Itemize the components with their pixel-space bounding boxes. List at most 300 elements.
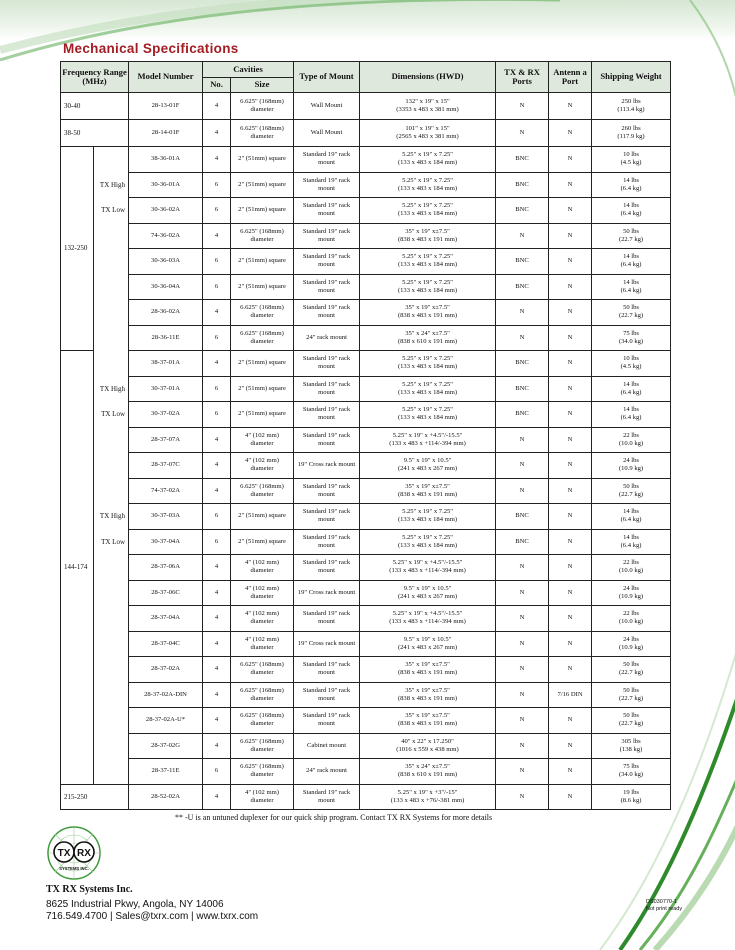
- model-number: 28-37-04C: [129, 631, 203, 657]
- txrx-ports: N: [496, 682, 549, 708]
- table-row: [61, 249, 671, 275]
- table-row: [61, 93, 671, 120]
- cavity-count: 4: [203, 223, 231, 249]
- txrx-ports: N: [496, 759, 549, 785]
- frequency-range: 144-174: [61, 351, 94, 785]
- cavity-count: 4: [203, 427, 231, 453]
- cavity-count: 4: [203, 784, 231, 810]
- shipping-weight: 50 lbs (22.7 kg): [592, 300, 671, 326]
- txrx-ports: N: [496, 453, 549, 479]
- company-logo: [46, 825, 102, 881]
- table-row: [61, 120, 671, 147]
- cavity-size: 2" (51mm) square: [231, 274, 294, 300]
- cavity-count: 4: [203, 631, 231, 657]
- dimensions: 5.25" x 19" x 7.25" (133 x 483 x 184 mm): [360, 274, 496, 300]
- mount-type: 19" Cross rack mount: [294, 631, 360, 657]
- txrx-ports: BNC: [496, 376, 549, 402]
- shipping-weight: 14 lbs (6.4 kg): [592, 198, 671, 224]
- antenna-port: N: [549, 147, 592, 173]
- mount-type: Standard 19" rack mount: [294, 223, 360, 249]
- table-row: [61, 784, 671, 810]
- dimensions: 5.25" x 19" x 7.25" (133 x 483 x 184 mm): [360, 529, 496, 555]
- antenna-port: N: [549, 453, 592, 479]
- shipping-weight: 14 lbs (6.4 kg): [592, 504, 671, 530]
- mount-type: 19" Cross rack mount: [294, 580, 360, 606]
- table-row: [61, 580, 671, 606]
- antenna-port: N: [549, 427, 592, 453]
- cavity-size: 4" (102 mm) diameter: [231, 606, 294, 632]
- tx-band-blank: [94, 708, 129, 734]
- antenna-port: N: [549, 529, 592, 555]
- antenna-port: N: [549, 223, 592, 249]
- mount-type: Standard 19" rack mount: [294, 274, 360, 300]
- dimensions: 35" x 19" x±7.5" (838 x 483 x 191 mm): [360, 300, 496, 326]
- cavity-count: 4: [203, 682, 231, 708]
- dimensions: 5.25" x 19" x 7.25" (133 x 483 x 184 mm): [360, 249, 496, 275]
- mount-type: Standard 19" rack mount: [294, 249, 360, 275]
- antenna-port: N: [549, 402, 592, 428]
- dimensions: 35" x 24" x±7.5" (838 x 610 x 191 mm): [360, 325, 496, 351]
- shipping-weight: 14 lbs (6.4 kg): [592, 172, 671, 198]
- shipping-weight: 14 lbs (6.4 kg): [592, 529, 671, 555]
- tx-band-blank: [94, 759, 129, 785]
- shipping-weight: 75 lbs (34.0 kg): [592, 325, 671, 351]
- shipping-weight: 14 lbs (6.4 kg): [592, 376, 671, 402]
- model-number: 28-37-02A: [129, 657, 203, 683]
- cavity-count: 4: [203, 351, 231, 377]
- mount-type: Standard 19" rack mount: [294, 478, 360, 504]
- table-row: [61, 198, 671, 224]
- table-row: [61, 657, 671, 683]
- shipping-weight: 50 lbs (22.7 kg): [592, 708, 671, 734]
- shipping-weight: 260 lbs (117.9 kg): [592, 120, 671, 147]
- document-number: DS030770-1 Not print ready: [646, 899, 683, 912]
- cavity-size: 6.625" (168mm) diameter: [231, 759, 294, 785]
- antenna-port: N: [549, 784, 592, 810]
- cavity-size: 2" (51mm) square: [231, 198, 294, 224]
- txrx-ports: N: [496, 708, 549, 734]
- mount-type: Standard 19" rack mount: [294, 198, 360, 224]
- frequency-range: 38-50: [61, 120, 129, 147]
- mount-type: Standard 19" rack mount: [294, 606, 360, 632]
- cavity-count: 4: [203, 93, 231, 120]
- tx-band-label: TX High: [94, 172, 129, 198]
- company-name: TX RX Systems Inc.: [46, 884, 133, 895]
- cavity-size: 2" (51mm) square: [231, 249, 294, 275]
- antenna-port: N: [549, 759, 592, 785]
- cavity-count: 4: [203, 580, 231, 606]
- shipping-weight: 75 lbs (34.0 kg): [592, 759, 671, 785]
- mount-type: Cabinet mount: [294, 733, 360, 759]
- txrx-ports: N: [496, 427, 549, 453]
- cavity-size: 2" (51mm) square: [231, 351, 294, 377]
- cavity-size: 6.625" (168mm) diameter: [231, 657, 294, 683]
- antenna-port: N: [549, 249, 592, 275]
- company-address: 8625 Industrial Pkwy, Angola, NY 14006: [46, 899, 224, 910]
- model-number: 28-36-02A: [129, 300, 203, 326]
- specifications-table: [60, 61, 671, 810]
- txrx-ports: N: [496, 631, 549, 657]
- shipping-weight: 22 lbs (10.0 kg): [592, 555, 671, 581]
- model-number: 28-37-02A-DIN: [129, 682, 203, 708]
- mount-type: Standard 19" rack mount: [294, 427, 360, 453]
- antenna-port: N: [549, 606, 592, 632]
- shipping-weight: 14 lbs (6.4 kg): [592, 249, 671, 275]
- model-number: 30-36-02A: [129, 198, 203, 224]
- table-row: [61, 478, 671, 504]
- shipping-weight: 24 lbs (10.9 kg): [592, 580, 671, 606]
- shipping-weight: 50 lbs (22.7 kg): [592, 478, 671, 504]
- cavity-count: 4: [203, 555, 231, 581]
- cavity-count: 4: [203, 733, 231, 759]
- mount-type: Standard 19" rack mount: [294, 708, 360, 734]
- shipping-weight: 14 lbs (6.4 kg): [592, 402, 671, 428]
- cavity-count: 4: [203, 453, 231, 479]
- txrx-ports: N: [496, 223, 549, 249]
- tx-band-blank: [94, 274, 129, 300]
- dimensions: 5.25" x 19" x +4.5"/-15.5" (133 x 483 x +114/-394 mm): [360, 427, 496, 453]
- mount-type: 24" rack mount: [294, 325, 360, 351]
- header-model: Model Number: [129, 62, 203, 93]
- cavity-count: 6: [203, 529, 231, 555]
- shipping-weight: 50 lbs (22.7 kg): [592, 223, 671, 249]
- model-number: 28-13-01F: [129, 93, 203, 120]
- tx-band-label: TX Low: [94, 402, 129, 428]
- cavity-size: 4" (102 mm) diameter: [231, 784, 294, 810]
- cavity-count: 6: [203, 198, 231, 224]
- txrx-ports: BNC: [496, 198, 549, 224]
- txrx-ports: BNC: [496, 402, 549, 428]
- shipping-weight: 50 lbs (22.7 kg): [592, 682, 671, 708]
- tx-band-blank: [94, 580, 129, 606]
- cavity-count: 4: [203, 478, 231, 504]
- txrx-ports: BNC: [496, 529, 549, 555]
- txrx-ports: N: [496, 733, 549, 759]
- section-title: Mechanical Specifications: [63, 41, 239, 56]
- antenna-port: N: [549, 478, 592, 504]
- header-cavity-number: No.: [203, 78, 231, 93]
- tx-band-blank: [94, 606, 129, 632]
- dimensions: 5.25" x 19" x 7.25" (133 x 483 x 184 mm): [360, 504, 496, 530]
- shipping-weight: 22 lbs (10.0 kg): [592, 427, 671, 453]
- mount-type: 24" rack mount: [294, 759, 360, 785]
- cavity-size: 4" (102 mm) diameter: [231, 453, 294, 479]
- cavity-count: 4: [203, 606, 231, 632]
- mount-type: Wall Mount: [294, 93, 360, 120]
- table-row: [61, 529, 671, 555]
- dimensions: 40" x 22" x 17.250" (1016 x 559 x 438 mm): [360, 733, 496, 759]
- shipping-weight: 19 lbs (8.6 kg): [592, 784, 671, 810]
- model-number: 30-37-03A: [129, 504, 203, 530]
- antenna-port: N: [549, 120, 592, 147]
- dimensions: 35" x 19" x±7.5" (838 x 483 x 191 mm): [360, 223, 496, 249]
- tx-band-blank: [94, 453, 129, 479]
- cavity-size: 4" (102 mm) diameter: [231, 631, 294, 657]
- tx-band-blank: [94, 682, 129, 708]
- cavity-size: 6.625" (168mm) diameter: [231, 682, 294, 708]
- svg-text:TX: TX: [57, 848, 71, 859]
- antenna-port: 7/16 DIN: [549, 682, 592, 708]
- cavity-size: 2" (51mm) square: [231, 376, 294, 402]
- cavity-size: 2" (51mm) square: [231, 529, 294, 555]
- cavity-size: 4" (102 mm) diameter: [231, 427, 294, 453]
- shipping-weight: 24 lbs (10.9 kg): [592, 631, 671, 657]
- mount-type: Standard 19" rack mount: [294, 682, 360, 708]
- dimensions: 9.5" x 19" x 10.5" (241 x 483 x 267 mm): [360, 580, 496, 606]
- dimensions: 5.25" x 19" x 7.25" (133 x 483 x 184 mm): [360, 402, 496, 428]
- txrx-ports: N: [496, 784, 549, 810]
- mount-type: Standard 19" rack mount: [294, 555, 360, 581]
- mount-type: Standard 19" rack mount: [294, 529, 360, 555]
- frequency-range: 30-40: [61, 93, 129, 120]
- model-number: 30-37-04A: [129, 529, 203, 555]
- model-number: 38-36-01A: [129, 147, 203, 173]
- header-cavities: Cavities: [203, 62, 294, 78]
- txrx-ports: N: [496, 555, 549, 581]
- tx-band-label: TX High: [94, 376, 129, 402]
- dimensions: 5.25" x 19" x 7.25" (133 x 483 x 184 mm): [360, 376, 496, 402]
- tx-band-blank: [94, 555, 129, 581]
- txrx-ports: N: [496, 606, 549, 632]
- antenna-port: N: [549, 708, 592, 734]
- mount-type: 19" Cross rack mount: [294, 453, 360, 479]
- cavity-size: 4" (102 mm) diameter: [231, 580, 294, 606]
- mount-type: Standard 19" rack mount: [294, 402, 360, 428]
- tx-band-blank: [94, 631, 129, 657]
- tx-band-blank: [94, 249, 129, 275]
- cavity-size: 2" (51mm) square: [231, 402, 294, 428]
- mount-type: Standard 19" rack mount: [294, 351, 360, 377]
- cavity-size: 6.625" (168mm) diameter: [231, 300, 294, 326]
- header-cavity-size: Size: [231, 78, 294, 93]
- table-row: [61, 147, 671, 173]
- table-row: [61, 427, 671, 453]
- table-row: [61, 376, 671, 402]
- cavity-count: 4: [203, 657, 231, 683]
- model-number: 30-36-04A: [129, 274, 203, 300]
- dimensions: 5.25" x 19" x 7.25" (133 x 483 x 184 mm): [360, 172, 496, 198]
- tx-band-blank: [94, 351, 129, 377]
- cavity-size: 6.625" (168mm) diameter: [231, 708, 294, 734]
- mount-type: Standard 19" rack mount: [294, 504, 360, 530]
- dimensions: 5.25" x 19" x +4.5"/-15.5" (133 x 483 x +114/-394 mm): [360, 555, 496, 581]
- mount-type: Standard 19" rack mount: [294, 172, 360, 198]
- txrx-ports: BNC: [496, 351, 549, 377]
- shipping-weight: 10 lbs (4.5 kg): [592, 351, 671, 377]
- model-number: 28-37-06C: [129, 580, 203, 606]
- antenna-port: N: [549, 325, 592, 351]
- model-number: 28-37-07C: [129, 453, 203, 479]
- cavity-count: 4: [203, 300, 231, 326]
- model-number: 28-37-11E: [129, 759, 203, 785]
- dimensions: 5.25" x 19" x +3"/-15" (133 x 483 x +76/-381 mm): [360, 784, 496, 810]
- txrx-ports: N: [496, 325, 549, 351]
- model-number: 38-37-01A: [129, 351, 203, 377]
- company-contact: 716.549.4700 | Sales@txrx.com | www.txrx.com: [46, 911, 259, 922]
- dimensions: 5.25" x 19" x 7.25" (133 x 483 x 184 mm): [360, 198, 496, 224]
- frequency-range: 215-250: [61, 784, 129, 810]
- cavity-count: 6: [203, 759, 231, 785]
- dimensions: 35" x 24" x±7.5" (838 x 610 x 191 mm): [360, 759, 496, 785]
- tx-band-blank: [94, 427, 129, 453]
- model-number: 28-37-04A: [129, 606, 203, 632]
- tx-band-label: TX High: [94, 504, 129, 530]
- txrx-ports: N: [496, 657, 549, 683]
- frequency-range: 132-250: [61, 147, 94, 351]
- antenna-port: N: [549, 172, 592, 198]
- model-number: 28-36-11E: [129, 325, 203, 351]
- model-number: 30-37-02A: [129, 402, 203, 428]
- dimensions: 5.25" x 19" x 7.25" (133 x 483 x 184 mm): [360, 351, 496, 377]
- table-row: [61, 453, 671, 479]
- cavity-count: 4: [203, 708, 231, 734]
- txrx-ports: BNC: [496, 172, 549, 198]
- header-antenna-port: Antenn a Port: [549, 62, 592, 93]
- table-row: [61, 606, 671, 632]
- mount-type: Standard 19" rack mount: [294, 300, 360, 326]
- header-txrx-ports: TX & RX Ports: [496, 62, 549, 93]
- table-row: [61, 504, 671, 530]
- table-row: [61, 555, 671, 581]
- header-band: [0, 0, 735, 40]
- model-number: 28-37-06A: [129, 555, 203, 581]
- txrx-ports: N: [496, 300, 549, 326]
- shipping-weight: 14 lbs (6.4 kg): [592, 274, 671, 300]
- cavity-count: 6: [203, 249, 231, 275]
- tx-band-blank: [94, 325, 129, 351]
- antenna-port: N: [549, 376, 592, 402]
- cavity-size: 6.625" (168mm) diameter: [231, 223, 294, 249]
- cavity-count: 6: [203, 274, 231, 300]
- cavity-size: 2" (51mm) square: [231, 147, 294, 173]
- antenna-port: N: [549, 504, 592, 530]
- txrx-ports: BNC: [496, 249, 549, 275]
- tx-band-blank: [94, 147, 129, 173]
- svg-text:RX: RX: [77, 848, 91, 859]
- tx-band-label: TX Low: [94, 529, 129, 555]
- tx-band-blank: [94, 300, 129, 326]
- dimensions: 35" x 19" x±7.5" (838 x 483 x 191 mm): [360, 708, 496, 734]
- tx-band-blank: [94, 733, 129, 759]
- cavity-count: 6: [203, 325, 231, 351]
- cavity-size: 6.625" (168mm) diameter: [231, 478, 294, 504]
- table-row: [61, 274, 671, 300]
- model-number: 28-14-01F: [129, 120, 203, 147]
- model-number: 30-36-01A: [129, 172, 203, 198]
- cavity-count: 6: [203, 376, 231, 402]
- mount-type: Standard 19" rack mount: [294, 147, 360, 173]
- table-row: [61, 733, 671, 759]
- model-number: 28-52-02A: [129, 784, 203, 810]
- table-row: [61, 351, 671, 377]
- cavity-size: 2" (51mm) square: [231, 504, 294, 530]
- header-dimensions: Dimensions (HWD): [360, 62, 496, 93]
- dimensions: 35" x 19" x±7.5" (838 x 483 x 191 mm): [360, 657, 496, 683]
- antenna-port: N: [549, 631, 592, 657]
- header-mount: Type of Mount: [294, 62, 360, 93]
- dimensions: 35" x 19" x±7.5" (838 x 483 x 191 mm): [360, 478, 496, 504]
- txrx-ports: BNC: [496, 274, 549, 300]
- cavity-size: 6.625" (168mm) diameter: [231, 120, 294, 147]
- antenna-port: N: [549, 300, 592, 326]
- shipping-weight: 10 lbs (4.5 kg): [592, 147, 671, 173]
- cavity-count: 6: [203, 172, 231, 198]
- table-row: [61, 223, 671, 249]
- txrx-ports: BNC: [496, 504, 549, 530]
- antenna-port: N: [549, 733, 592, 759]
- cavity-size: 6.625" (168mm) diameter: [231, 325, 294, 351]
- mount-type: Standard 19" rack mount: [294, 784, 360, 810]
- txrx-ports: N: [496, 93, 549, 120]
- model-number: 74-37-02A: [129, 478, 203, 504]
- antenna-port: N: [549, 657, 592, 683]
- dimensions: 132" x 19" x 15" (3353 x 483 x 381 mm): [360, 93, 496, 120]
- cavity-count: 4: [203, 120, 231, 147]
- txrx-ports: N: [496, 580, 549, 606]
- shipping-weight: 22 lbs (10.0 kg): [592, 606, 671, 632]
- dimensions: 101" x 19" x 15" (2565 x 483 x 381 mm): [360, 120, 496, 147]
- cavity-size: 2" (51mm) square: [231, 172, 294, 198]
- dimensions: 5.25" x 19" x 7.25" (133 x 483 x 184 mm): [360, 147, 496, 173]
- tx-band-blank: [94, 657, 129, 683]
- cavity-size: 6.625" (168mm) diameter: [231, 733, 294, 759]
- table-row: [61, 682, 671, 708]
- table-row: [61, 325, 671, 351]
- table-row: [61, 172, 671, 198]
- dimensions: 9.5" x 19" x 10.5" (241 x 483 x 267 mm): [360, 453, 496, 479]
- model-number: 30-37-01A: [129, 376, 203, 402]
- table-row: [61, 300, 671, 326]
- antenna-port: N: [549, 580, 592, 606]
- model-number: 28-37-02G: [129, 733, 203, 759]
- cavity-count: 4: [203, 147, 231, 173]
- antenna-port: N: [549, 198, 592, 224]
- tx-band-blank: [94, 478, 129, 504]
- model-number: 30-36-03A: [129, 249, 203, 275]
- header-shipping-weight: Shipping Weight: [592, 62, 671, 93]
- antenna-port: N: [549, 274, 592, 300]
- mount-type: Standard 19" rack mount: [294, 657, 360, 683]
- footnote: ** -U is an untuned duplexer for our quick ship program. Contact TX RX Systems for more details: [175, 813, 493, 822]
- model-number: 28-37-07A: [129, 427, 203, 453]
- txrx-ports: N: [496, 120, 549, 147]
- header-frequency: Frequency Range (MHz): [61, 62, 129, 93]
- dimensions: 35" x 19" x±7.5" (838 x 483 x 191 mm): [360, 682, 496, 708]
- model-number: 74-36-02A: [129, 223, 203, 249]
- cavity-size: 6.625" (168mm) diameter: [231, 93, 294, 120]
- dimensions: 5.25" x 19" x +4.5"/-15.5" (133 x 483 x +114/-394 mm): [360, 606, 496, 632]
- table-row: [61, 759, 671, 785]
- model-number: 28-37-02A-U*: [129, 708, 203, 734]
- antenna-port: N: [549, 351, 592, 377]
- svg-text:SYSTEMS INC.: SYSTEMS INC.: [59, 866, 89, 871]
- txrx-ports: BNC: [496, 147, 549, 173]
- shipping-weight: 250 lbs (113.4 kg): [592, 93, 671, 120]
- shipping-weight: 305 lbs (138 kg): [592, 733, 671, 759]
- shipping-weight: 24 lbs (10.9 kg): [592, 453, 671, 479]
- tx-band-label: TX Low: [94, 198, 129, 224]
- table-row: [61, 708, 671, 734]
- dimensions: 9.5" x 19" x 10.5" (241 x 483 x 267 mm): [360, 631, 496, 657]
- antenna-port: N: [549, 93, 592, 120]
- mount-type: Wall Mount: [294, 120, 360, 147]
- shipping-weight: 50 lbs (22.7 kg): [592, 657, 671, 683]
- table-row: [61, 402, 671, 428]
- cavity-count: 6: [203, 504, 231, 530]
- cavity-size: 4" (102 mm) diameter: [231, 555, 294, 581]
- table-row: [61, 631, 671, 657]
- txrx-ports: N: [496, 478, 549, 504]
